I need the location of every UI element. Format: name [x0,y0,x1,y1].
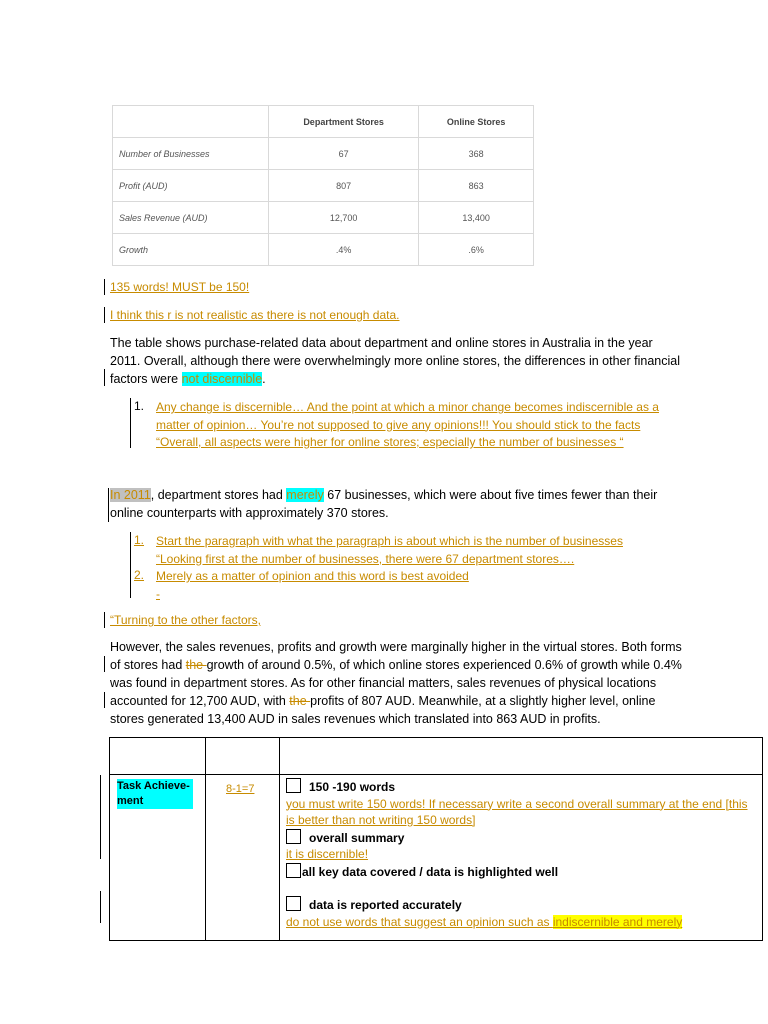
change-bar [104,656,105,672]
table-row [113,170,534,202]
criterion-label: all key data covered / data is highlighted well [302,864,559,879]
text-segment: 67 businesses, which were about five times fewer than their [323,488,658,502]
list-item-comment [156,533,756,568]
change-bar [100,891,101,923]
text-segment: , department stores had [150,488,287,502]
checkbox[interactable] [286,778,301,793]
paragraph-line [110,656,760,674]
rubric-header-cell [110,738,206,775]
rubric-category: Task Achieve-ment [117,779,193,809]
change-bar [108,488,109,522]
list-number: 1. [134,533,145,547]
text-segment: . [262,372,266,386]
comment-line: Merely as a matter of opinion and this word is best avoided [156,569,469,583]
cell-dept: .4% [269,234,419,266]
cell-dept: 12,700 [269,202,419,234]
paragraph-line: 2011. Overall, although there were overwhelmingly more online stores, the differences in other financial [110,354,680,368]
text-segment: of stores had [110,658,186,672]
cell-online: 368 [419,138,534,170]
checkbox[interactable] [286,896,301,911]
row-label: Growth [113,234,269,266]
comment-line: Start the paragraph with what the paragraph is about which is the number of businesses [156,534,623,548]
list-item-comment [156,399,756,452]
criterion-label: 150 -190 words [309,780,396,794]
row-label: Number of Businesses [113,138,269,170]
table-header-empty [113,106,269,138]
rubric-table [109,737,763,941]
highlight-in-2011: In 2011 [110,488,151,502]
comment-word-count: 135 words! MUST be 150! [110,280,250,294]
row-label: Profit (AUD) [113,170,269,202]
rubric-category-cell [110,775,206,941]
table-header-online: Online Stores [419,106,534,138]
change-bar [130,532,131,598]
list-number: 1. [134,399,145,413]
list-item-comment [156,568,756,603]
checkbox[interactable] [286,829,301,844]
comment-line: Any change is discernible… And the point at which a minor change becomes indiscernible as a [156,400,659,414]
paragraph-line: online counterparts with approximately 370 stores. [110,506,389,520]
table-header-row [113,106,534,138]
cell-dept: 67 [269,138,419,170]
comment-realistic: I think this r is not realistic as there is not enough data. [110,308,400,322]
paragraph-line: was found in department stores. As for other financial matters, sales revenues of physical locations [110,676,657,690]
paragraph-other-factors [110,638,760,728]
paragraph-intro [110,334,760,388]
comment-line: matter of opinion… You’re not supposed to give any opinions!!! You should stick to the facts [156,417,641,432]
change-bar [130,398,131,448]
criterion-label: overall summary [309,830,405,845]
paragraph-businesses [110,486,760,522]
rubric-header-cell [206,738,280,775]
highlight-merely: merely [286,488,324,502]
table-row [113,234,534,266]
deleted-text: the [289,694,311,708]
checkbox[interactable] [286,863,301,878]
comment-line: “Looking first at the number of businesses, there were 67 department stores…. [156,551,575,566]
criterion-label: data is reported accurately [309,898,462,912]
criterion-overall-summary[interactable] [286,829,758,847]
paragraph-line [110,486,760,504]
change-bar [104,369,105,386]
deleted-text: the [185,658,207,672]
highlight-not-discernible: not discernible [181,372,263,386]
list-number: 2. [134,568,145,582]
comment-turning: “Turning to the other factors, [110,613,261,627]
paragraph-line: The table shows purchase-related data about department and online stores in Australia in the year [110,336,653,350]
cell-online: 863 [419,170,534,202]
paragraph-line: stores generated 13,400 AUD in sales revenues which translated into 863 AUD in profits. [110,712,601,726]
change-bar [104,307,105,323]
spacer [286,880,758,896]
rubric-header-row [110,738,763,775]
cell-online: .6% [419,234,534,266]
highlight-indiscernible-merely: indiscernible and merely [552,914,683,929]
cell-online: 13,400 [419,202,534,234]
criterion-word-count[interactable] [286,778,758,796]
table-row [113,138,534,170]
rubric-header-cell [280,738,763,775]
criterion-comment: you must write 150 words! If necessary write a second overall summary at the end [this is better than not writing 150 words] [286,796,748,827]
cell-dept: 807 [269,170,419,202]
change-bar [104,692,105,708]
text-segment: growth of around 0.5%, of which online stores experienced 0.6% of growth while 0.4% [206,658,682,672]
text-segment: factors were [110,372,182,386]
paragraph-line [110,692,760,710]
criterion-comment: it is discernible! [286,847,369,861]
change-bar [100,775,101,859]
comment-text: do not use words that suggest an opinion such as [286,914,553,929]
row-label: Sales Revenue (AUD) [113,202,269,234]
comment-line: “Overall, all aspects were higher for online stores; especially the number of businesses “ [156,435,624,449]
comment-line: - [156,586,160,601]
rubric-row [110,775,763,941]
change-bar [104,279,105,295]
table-header-department: Department Stores [269,106,419,138]
text-segment: profits of 807 AUD. Meanwhile, at a slightly higher level, online [310,694,656,708]
change-bar [104,612,105,628]
text-segment: accounted for 12,700 AUD, with [110,694,290,708]
rubric-score: 8-1=7 [226,783,255,795]
table-row [113,202,534,234]
criterion-key-data[interactable] [286,863,758,881]
criterion-accuracy[interactable] [286,896,758,914]
paragraph-line [110,370,760,388]
data-table [112,105,534,266]
paragraph-line: However, the sales revenues, profits and growth were marginally higher in the virtual stores. Both forms [110,640,682,654]
criterion-comment [286,914,758,931]
rubric-criteria-cell [280,775,763,941]
rubric-score-cell [206,775,280,941]
